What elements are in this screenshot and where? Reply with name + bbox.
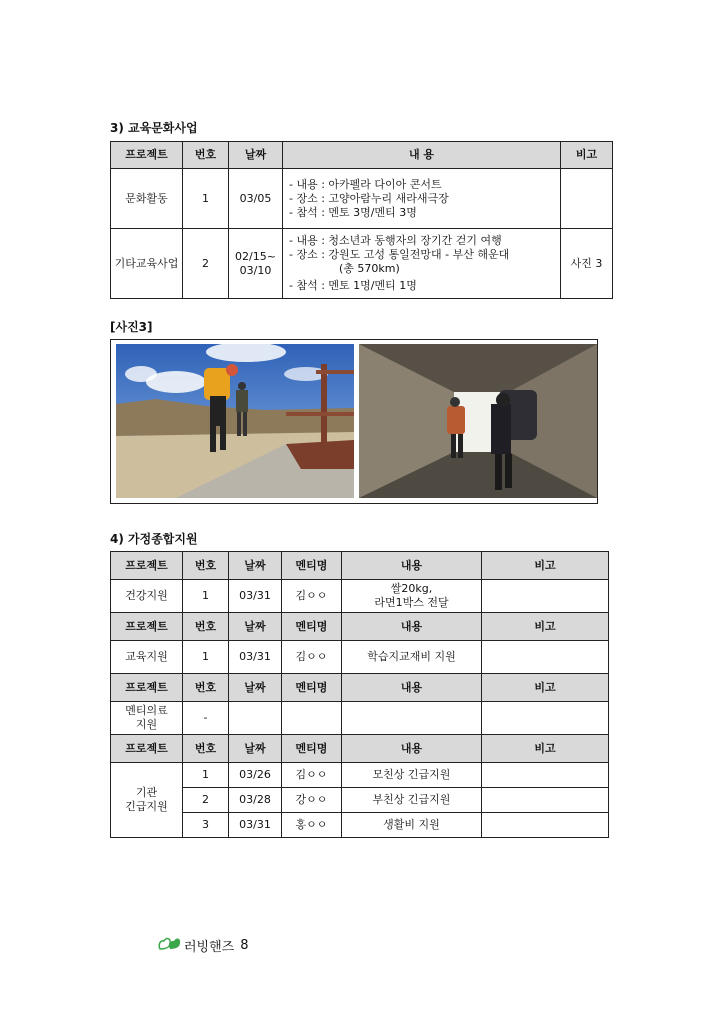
content-line: 라면1박스 전달 [374,596,449,609]
col-number: 번호 [183,613,229,641]
cell-project: 건강지원 [111,580,183,613]
project-line: 멘티의료 [125,704,168,717]
project-line: 기관 [135,786,158,799]
table-row [111,813,609,838]
education-culture-table [110,141,613,299]
col-date: 날짜 [229,613,282,641]
cell-note [482,813,609,838]
col-project: 프로젝트 [111,613,183,641]
cell-content [342,580,482,613]
cell-date: 03/31 [229,580,282,613]
table-row [111,788,609,813]
cell-content: 모친상 긴급지원 [342,763,482,788]
page-number: 8 [240,937,249,953]
table-row [111,229,613,299]
cell-note [482,580,609,613]
col-note: 비고 [482,735,609,763]
cell-number: 1 [183,169,229,229]
cell-date: 03/31 [229,641,282,674]
col-number: 번호 [183,552,229,580]
date-start: 02/15~ [235,249,276,263]
cell-number: 1 [183,580,229,613]
col-content: 내 용 [283,142,561,169]
content-line: - 장소 : 강원도 고성 통일전망대 - 부산 해운대 [289,248,510,261]
cell-content: 생활비 지원 [342,813,482,838]
cell-content [283,169,561,229]
cell-note [482,641,609,674]
cell-date: 03/28 [229,788,282,813]
col-date: 날짜 [229,552,282,580]
tunnel-photo [359,344,597,498]
cell-project: 기타교육사업 [111,229,183,299]
cell-number: 2 [183,229,229,299]
col-number: 번호 [183,674,229,702]
col-date: 날짜 [229,142,283,169]
col-project: 프로젝트 [111,142,183,169]
content-line: - 내용 : 청소년과 동행자의 장기간 걷기 여행 [289,234,502,247]
col-content: 내용 [342,674,482,702]
col-mentee: 멘티명 [282,552,342,580]
content-line: 쌀20kg, [390,582,433,595]
project-line: 긴급지원 [125,800,168,813]
col-note: 비고 [561,142,613,169]
loving-hands-logo-icon [158,935,182,955]
col-note: 비고 [482,613,609,641]
cell-note [482,702,609,735]
col-number: 번호 [183,142,229,169]
cell-project: 문화활동 [111,169,183,229]
footer-brand: 러빙핸즈 [184,939,235,955]
col-mentee: 멘티명 [282,613,342,641]
table-row [111,641,609,674]
date-end: 03/10 [239,263,272,277]
footer [158,935,249,955]
col-project: 프로젝트 [111,552,183,580]
cell-content: 부친상 긴급지원 [342,788,482,813]
family-support-table [110,551,609,838]
col-date: 날짜 [229,674,282,702]
cell-mentee: 홍ㅇㅇ [282,813,342,838]
cell-date: 03/05 [229,169,283,229]
col-number: 번호 [183,735,229,763]
cell-mentee: 김ㅇㅇ [282,580,342,613]
table-row [111,702,609,735]
cell-note [482,788,609,813]
cell-number: 1 [183,641,229,674]
col-content: 내용 [342,735,482,763]
col-project: 프로젝트 [111,674,183,702]
cell-number: 3 [183,813,229,838]
cell-content [342,702,482,735]
col-content: 내용 [342,613,482,641]
col-mentee: 멘티명 [282,735,342,763]
cell-note [561,169,613,229]
cell-date [229,702,282,735]
col-content: 내용 [342,552,482,580]
photo-frame [110,339,598,504]
content-line: - 장소 : 고양아람누리 새라새극장 [289,191,449,205]
cell-project [111,702,183,735]
col-date: 날짜 [229,735,282,763]
col-project: 프로젝트 [111,735,183,763]
col-note: 비고 [482,674,609,702]
photo-caption: [사진3] [110,320,153,334]
cell-content [283,229,561,299]
content-line: - 참석 : 멘토 1명/멘티 1명 [289,279,417,292]
section4-title: 4) 가정종합지원 [110,532,198,546]
cell-project [111,763,183,838]
cell-mentee: 김ㅇㅇ [282,641,342,674]
cell-number: - [183,702,229,735]
cell-content: 학습지교재비 지원 [342,641,482,674]
section3-title: 3) 교육문화사업 [110,121,198,135]
cell-number: 1 [183,763,229,788]
cell-mentee [282,702,342,735]
cell-mentee: 강ㅇㅇ [282,788,342,813]
col-mentee: 멘티명 [282,674,342,702]
cell-number: 2 [183,788,229,813]
table-row [111,169,613,229]
cell-project: 교육지원 [111,641,183,674]
table-row [111,580,609,613]
content-line: - 참석 : 멘토 3명/멘티 3명 [289,205,417,219]
cell-mentee: 김ㅇㅇ [282,763,342,788]
project-line: 지원 [135,718,158,731]
content-line: - 내용 : 아카펠라 다이아 콘서트 [289,177,442,191]
cell-note [482,763,609,788]
col-note: 비고 [482,552,609,580]
table-row [111,763,609,788]
cell-date: 03/26 [229,763,282,788]
walking-path-photo [116,344,354,498]
cell-date: 03/31 [229,813,282,838]
cell-note: 사진 3 [561,229,613,299]
cell-date [229,229,283,299]
content-line: (총 570km) [339,262,400,275]
